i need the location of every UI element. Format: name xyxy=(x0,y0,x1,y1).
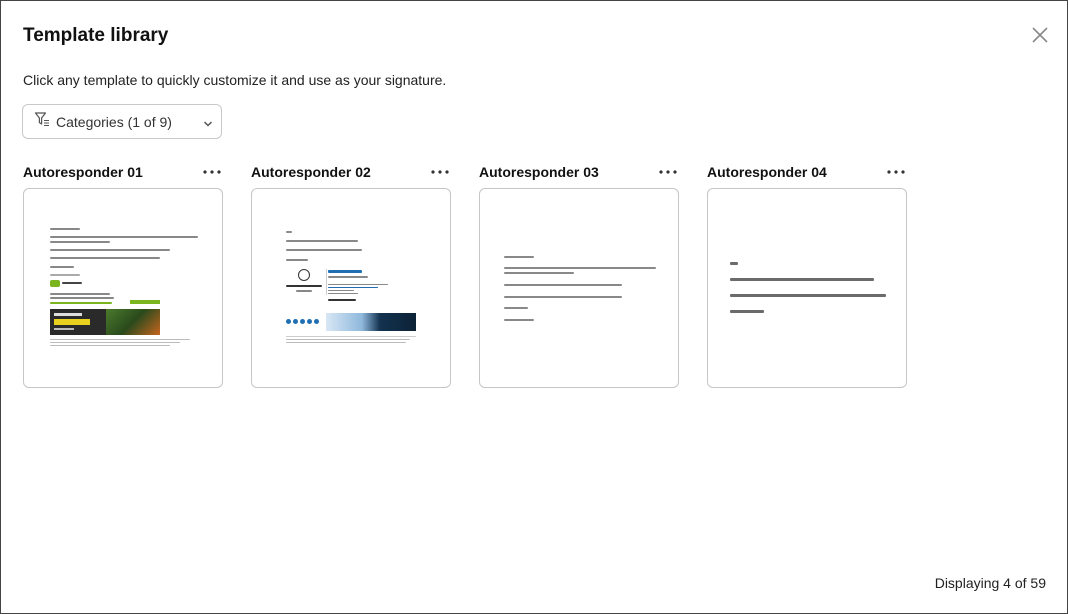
categories-label: Categories (1 of 9) xyxy=(56,113,172,130)
more-options-icon[interactable] xyxy=(885,164,907,180)
template-title: Autoresponder 04 xyxy=(707,164,827,180)
template-thumbnail[interactable] xyxy=(251,188,451,388)
template-thumbnail[interactable] xyxy=(23,188,223,388)
template-title: Autoresponder 02 xyxy=(251,164,371,180)
template-card xyxy=(707,161,907,183)
template-card xyxy=(23,161,223,183)
template-card xyxy=(479,161,679,183)
more-options-icon[interactable] xyxy=(201,164,223,180)
dialog-title: Template library xyxy=(23,25,169,46)
results-count: Displaying 4 of 59 xyxy=(934,575,1046,591)
dialog-subtitle: Click any template to quickly customize it and use as your signature. xyxy=(23,72,447,88)
categories-dropdown[interactable] xyxy=(22,104,222,139)
template-title: Autoresponder 01 xyxy=(23,164,143,180)
template-title: Autoresponder 03 xyxy=(479,164,599,180)
chevron-down-icon xyxy=(203,116,213,134)
template-thumbnail[interactable] xyxy=(707,188,907,388)
more-options-icon[interactable] xyxy=(657,164,679,180)
close-icon[interactable] xyxy=(1031,26,1049,44)
filter-icon xyxy=(34,111,50,132)
template-card xyxy=(251,161,451,183)
more-options-icon[interactable] xyxy=(429,164,451,180)
template-thumbnail[interactable] xyxy=(479,188,679,388)
